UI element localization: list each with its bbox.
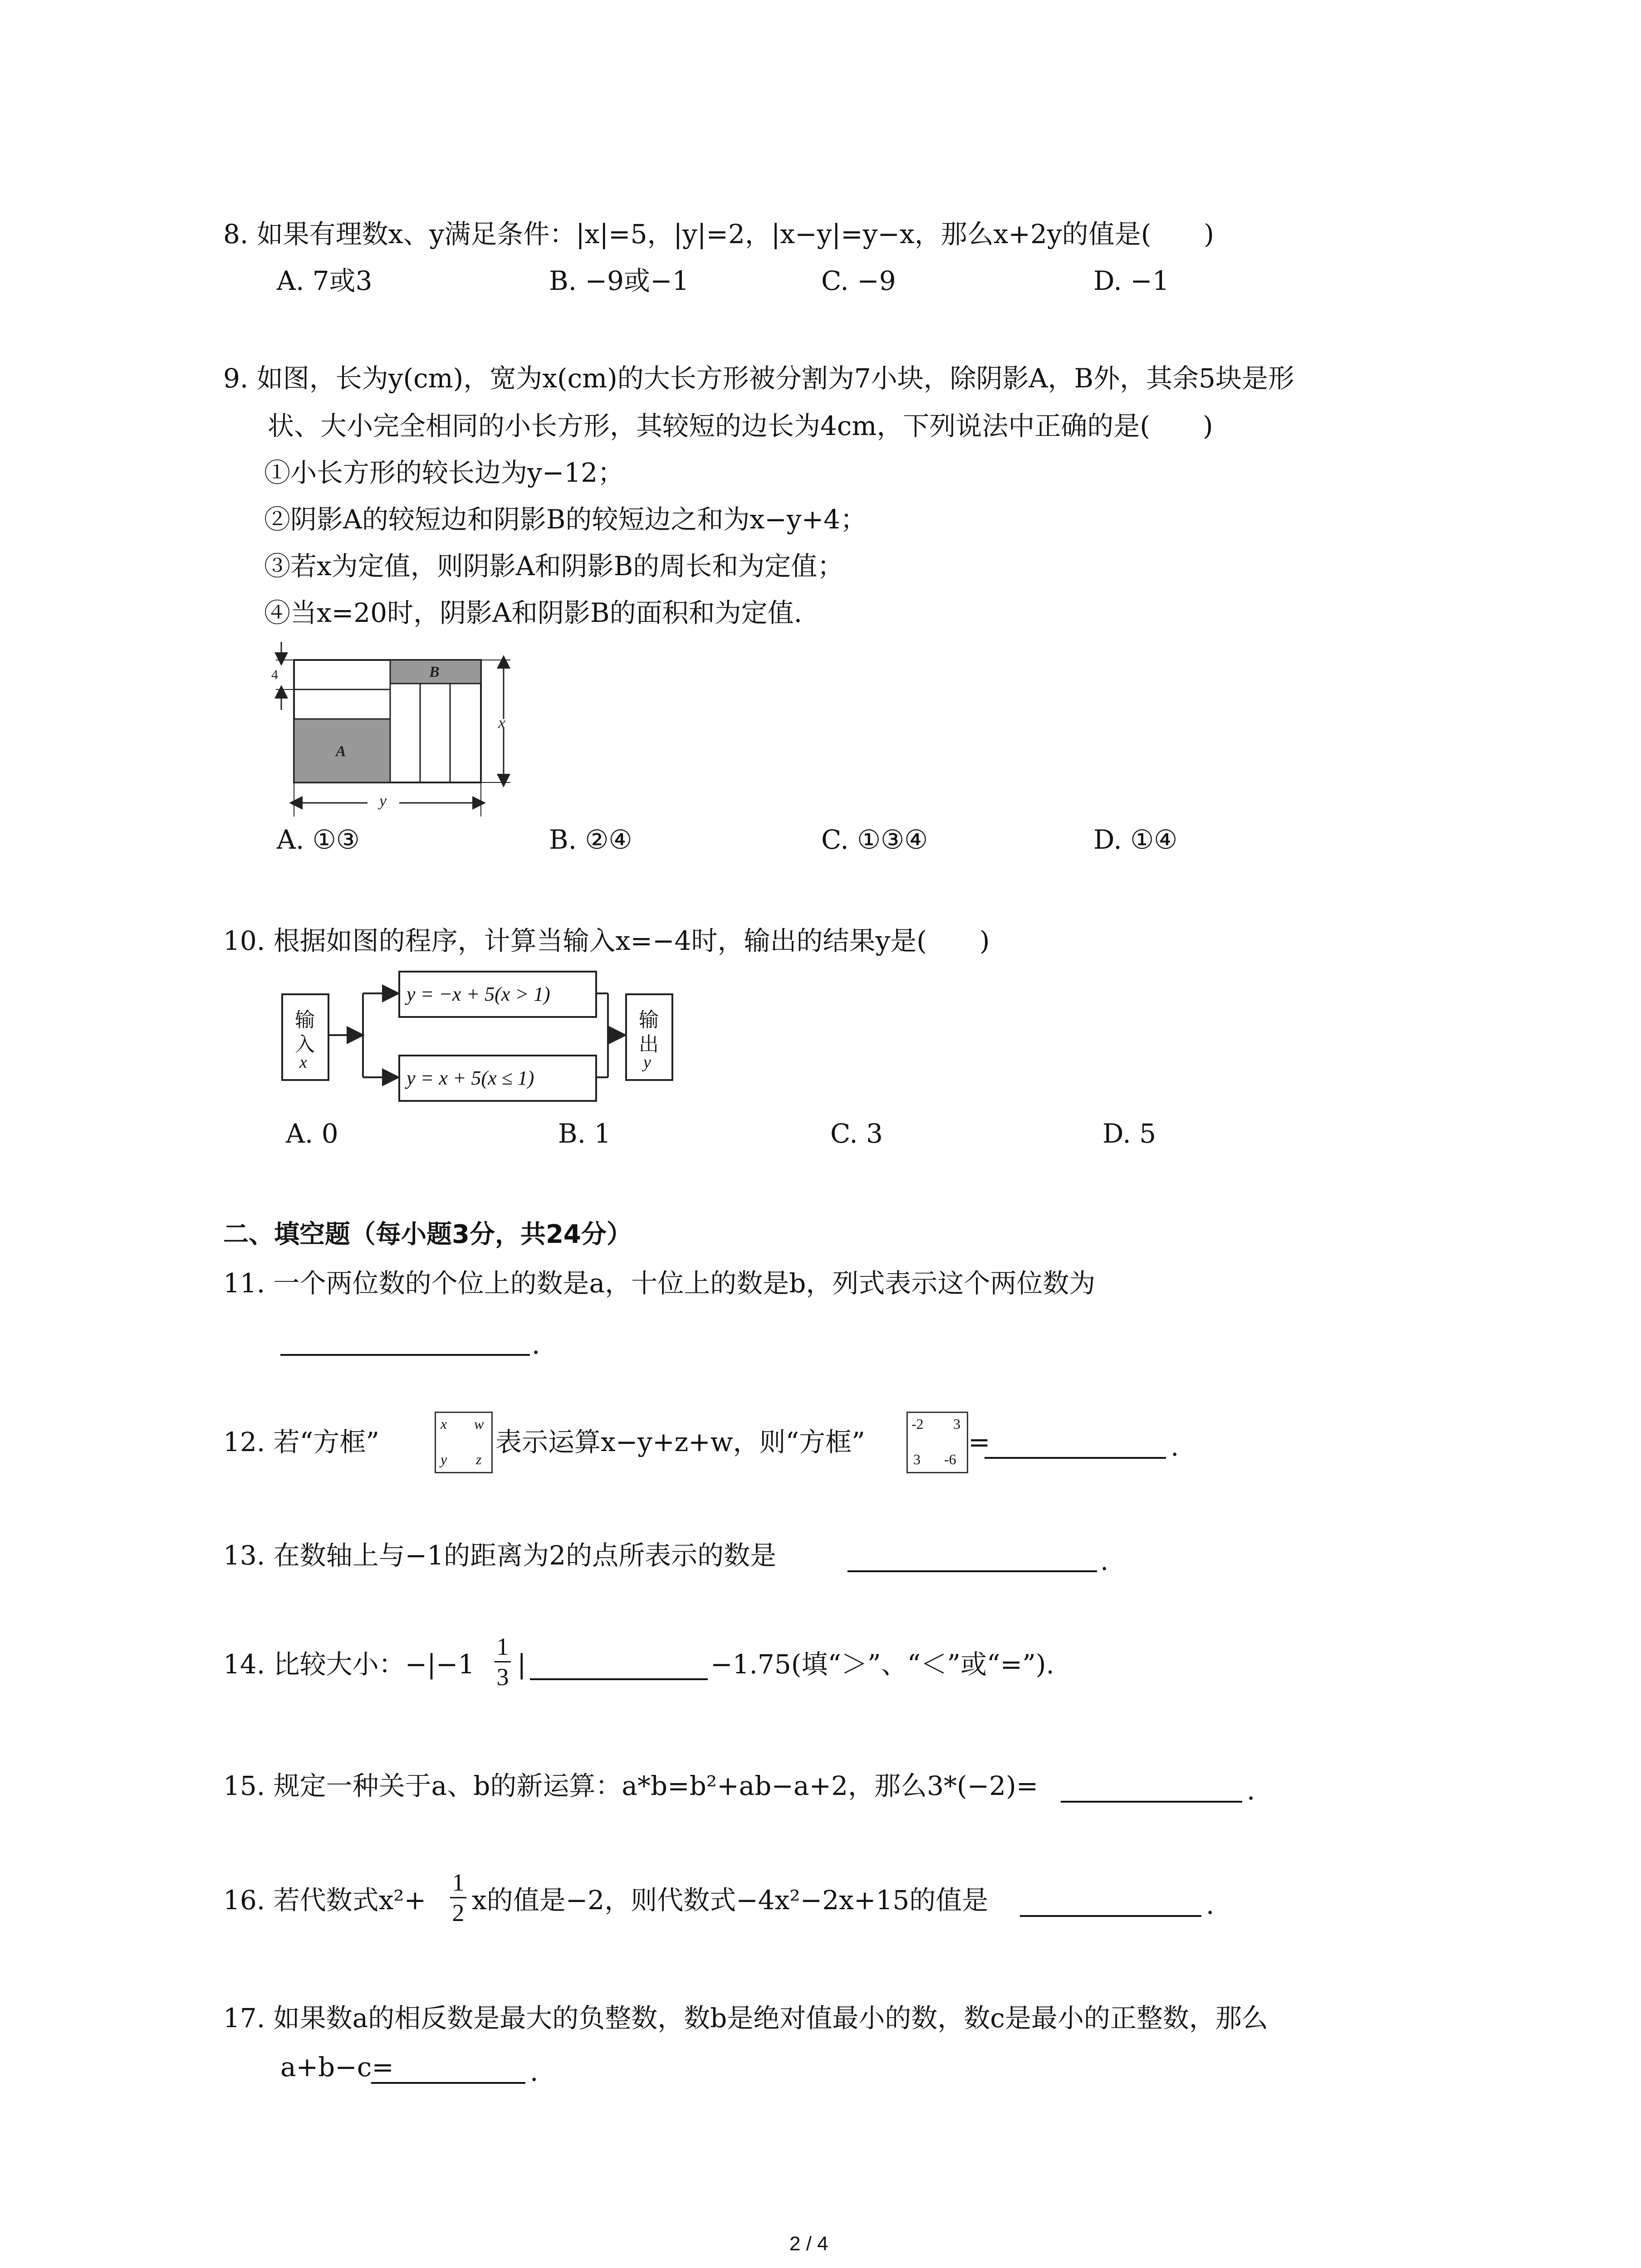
q14-answer-blank[interactable] — [530, 1678, 708, 1680]
page-number: 2 / 4 — [789, 2233, 828, 2255]
q12-box1-y: y — [441, 1451, 447, 1467]
q10-option-d: D. 5 — [1102, 1118, 1156, 1149]
flow-input-char-2: 入 — [295, 1033, 315, 1056]
q10-flowchart — [281, 966, 681, 1111]
q14-abs-bar: | — [517, 1649, 526, 1680]
flow-output-char-2: 出 — [639, 1033, 659, 1056]
q12-box2-a: -2 — [911, 1416, 924, 1432]
q11-period: . — [532, 1329, 540, 1360]
q9-statement-2: ②阴影A的较短边和阴影B的较短边之和为x−y+4； — [264, 504, 867, 535]
q9-stem-line1: 9. 如图，长为y(cm)，宽为x(cm)的大长方形被分割为7小块，除阴影A，B外，其余5块是形 — [223, 363, 1295, 394]
q9-option-a: A. ①③ — [277, 824, 360, 855]
q10-stem: 10. 根据如图的程序，计算当输入x=−4时，输出的结果y是( ) — [223, 925, 990, 956]
q12-box2-d: -6 — [944, 1451, 956, 1467]
q16-fraction-denominator: 2 — [452, 1899, 465, 1926]
q8-stem: 8. 如果有理数x、y满足条件：|x|=5，|y|=2，|x−y|=y−x，那么x+2y的值是( ) — [223, 219, 1214, 249]
q8-option-b: B. −9或−1 — [549, 265, 689, 296]
label-y: y — [379, 792, 387, 810]
label-a: A — [336, 743, 346, 760]
q9-option-c: C. ①③④ — [821, 824, 928, 855]
q9-rectangle-figure — [263, 637, 535, 828]
q12-answer-blank[interactable] — [985, 1457, 1166, 1459]
q16-fraction-numerator: 1 — [452, 1869, 465, 1896]
flow-bottom-formula: y = x + 5(x ≤ 1) — [407, 1067, 534, 1089]
q9-stem-line2: 状、大小完全相同的小长方形，其较短的边长为4cm，下列说法中正确的是( ) — [268, 411, 1213, 441]
q10-option-b: B. 1 — [558, 1118, 611, 1149]
q14-fraction-numerator: 1 — [496, 1633, 509, 1660]
q12-pre: 12. 若“方框” — [223, 1427, 379, 1457]
q14-pre: 14. 比较大小：−|−1 — [223, 1649, 475, 1680]
q12-box2-c: 3 — [913, 1451, 921, 1467]
q17-stem-line1: 17. 如果数a的相反数是最大的负整数，数b是绝对值最小的数，数c是最小的正整数，那么 — [223, 2003, 1268, 2033]
label-b: B — [429, 664, 440, 680]
q14-fraction — [494, 1632, 512, 1691]
q12-period: . — [1171, 1431, 1179, 1462]
q17-period: . — [530, 2056, 539, 2087]
label-4: 4 — [271, 667, 278, 682]
q10-option-c: C. 3 — [830, 1118, 883, 1149]
q9-statement-3: ③若x为定值，则阴影A和阴影B的周长和为定值； — [264, 551, 844, 582]
flow-input-char-1: 输 — [295, 1009, 315, 1031]
q12-mid: 表示运算x−y+z+w，则“方框” — [495, 1427, 865, 1457]
q14-fraction-denominator: 3 — [496, 1663, 509, 1691]
q12-box1-w: w — [474, 1416, 484, 1432]
q8-option-c: C. −9 — [821, 265, 896, 296]
q16-post: x的值是−2，则代数式−4x²−2x+15的值是 — [472, 1885, 989, 1916]
q10-option-a: A. 0 — [286, 1118, 338, 1149]
q9-option-b: B. ②④ — [549, 824, 632, 855]
q12-box1 — [435, 1412, 493, 1473]
q17-stem-line2: a+b−c= — [280, 2052, 394, 2082]
q9-statement-4: ④当x=20时，阴影A和阴影B的面积和为定值. — [264, 597, 803, 628]
q8-option-a: A. 7或3 — [277, 265, 372, 296]
flow-input-char-3: x — [299, 1053, 307, 1072]
flow-output-char-1: 输 — [639, 1009, 659, 1031]
q17-answer-blank[interactable] — [371, 2082, 525, 2084]
q12-box2-b: 3 — [953, 1416, 960, 1432]
q12-equals: = — [968, 1427, 990, 1457]
q12-box2 — [906, 1412, 968, 1473]
section2-title: 二、填空题（每小题3分，共24分） — [223, 1220, 632, 1249]
q16-fraction — [449, 1868, 467, 1927]
flow-output-char-3: y — [643, 1053, 651, 1072]
q15-period: . — [1247, 1775, 1255, 1806]
q16-pre: 16. 若代数式x²+ — [223, 1885, 426, 1916]
flow-top-formula: y = −x + 5(x > 1) — [407, 983, 550, 1005]
q13-stem: 13. 在数轴上与−1的距离为2的点所表示的数是 — [223, 1540, 777, 1571]
label-x: x — [498, 714, 505, 732]
q13-period: . — [1100, 1545, 1109, 1576]
q12-box1-z: z — [476, 1451, 482, 1467]
q14-post: −1.75(填“＞”、“＜”或“=”). — [710, 1649, 1054, 1680]
q8-option-d: D. −1 — [1093, 265, 1169, 296]
q15-stem: 15. 规定一种关于a、b的新运算：a*b=b²+ab−a+2，那么3*(−2)= — [223, 1770, 1038, 1801]
q11-answer-blank[interactable] — [280, 1354, 530, 1356]
q9-statement-1: ①小长方形的较长边为y−12； — [264, 457, 624, 488]
q13-answer-blank[interactable] — [847, 1570, 1097, 1572]
q12-box1-x: x — [441, 1416, 447, 1432]
q9-option-d: D. ①④ — [1093, 824, 1178, 855]
q16-period: . — [1206, 1889, 1215, 1920]
q16-answer-blank[interactable] — [1020, 1915, 1201, 1917]
q15-answer-blank[interactable] — [1061, 1801, 1242, 1803]
flow-connectors — [281, 966, 681, 1111]
q11-stem: 11. 一个两位数的个位上的数是a，十位上的数是b，列式表示这个两位数为 — [223, 1268, 1096, 1299]
